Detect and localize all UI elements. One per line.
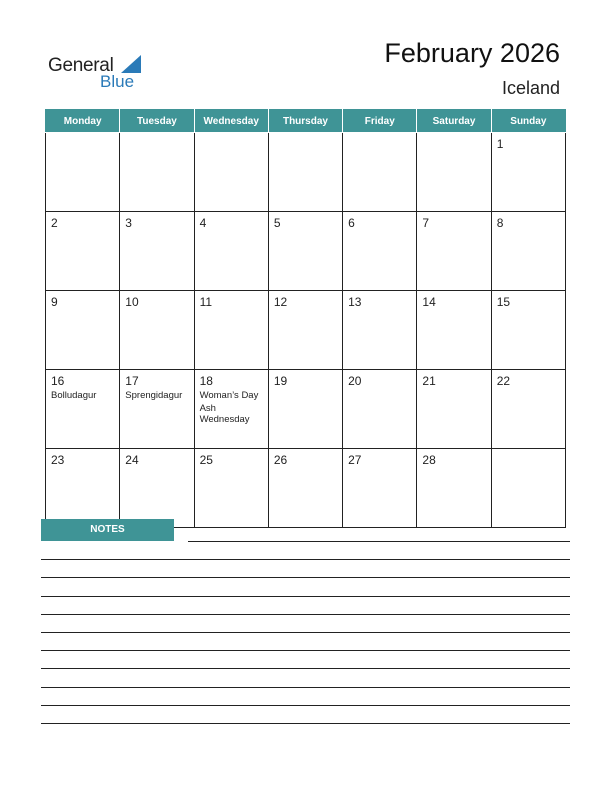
weekday-header-friday: Friday [343,110,417,133]
day-number: 12 [273,295,288,309]
day-cell [343,449,417,528]
day-cell [120,291,194,370]
day-number: 2 [51,216,58,230]
country-name: Iceland [501,78,560,98]
day-cell [343,212,417,291]
holiday-label: Bolludagur [51,390,97,401]
day-number: 10 [125,295,139,309]
day-number: 27 [348,453,362,467]
day-cell [268,133,342,212]
day-cell [194,212,268,291]
weekday-header-wednesday: Wednesday [194,110,268,133]
day-cell [46,212,120,291]
day-cell [46,370,120,449]
day-cell [343,291,417,370]
note-line [41,687,570,688]
weekday-header-sunday: Sunday [491,110,565,133]
notes-label: NOTES [41,519,174,541]
day-cell [194,370,268,449]
day-number: 15 [496,295,511,309]
day-cell [46,291,120,370]
weekday-header-thursday: Thursday [268,110,342,133]
holiday-label: Ash Wednesday [199,403,250,425]
logo [48,52,158,92]
note-line [41,596,570,597]
day-cell [417,449,491,528]
day-number: 22 [496,374,511,388]
day-number: 1 [496,137,504,151]
week-row [46,212,566,291]
calendar-body [46,133,566,528]
note-line [41,577,570,578]
note-line [41,632,570,633]
day-cell [343,370,417,449]
day-number: 3 [125,216,132,230]
logo-general-text: General [48,55,114,76]
day-cell [417,212,491,291]
holiday-label: Woman’s Day [199,390,259,401]
week-row [46,370,566,449]
day-cell [417,291,491,370]
week-row [46,449,566,528]
day-cell [194,291,268,370]
day-cell [417,133,491,212]
day-cell [417,370,491,449]
day-number: 20 [348,374,362,388]
day-number: 19 [273,374,288,388]
day-cell [343,133,417,212]
week-row [46,291,566,370]
weekday-header-saturday: Saturday [417,110,491,133]
day-cell [491,370,565,449]
note-line [41,650,570,651]
day-cell [491,449,565,528]
day-cell [120,370,194,449]
note-line [188,541,570,542]
day-cell [46,133,120,212]
calendar-grid [45,109,566,528]
day-cell [46,449,120,528]
day-cell [491,291,565,370]
day-number: 7 [422,216,430,230]
day-cell [194,133,268,212]
note-line [41,668,570,669]
day-number: 24 [125,453,139,467]
day-number: 11 [199,295,213,309]
day-cell [491,212,565,291]
day-number: 8 [496,216,504,230]
day-number: 17 [125,374,139,388]
day-cell [268,212,342,291]
day-number: 4 [199,216,207,230]
day-number: 28 [422,453,436,467]
note-line [41,614,570,615]
note-line [41,723,570,724]
logo-triangle-icon [121,55,141,73]
week-row [46,133,566,212]
day-number: 5 [273,216,281,230]
day-number: 9 [51,295,58,309]
page-title: February 2026 [384,38,560,68]
day-number: 6 [348,216,355,230]
day-number: 14 [422,295,436,309]
weekday-header-monday: Monday [46,110,120,133]
day-cell [194,449,268,528]
note-line [41,559,570,560]
day-number: 21 [422,374,436,388]
day-number: 13 [348,295,362,309]
weekday-header-row [46,110,566,133]
day-number: 25 [199,453,213,467]
day-number: 23 [51,453,65,467]
day-number: 26 [273,453,288,467]
day-cell [268,370,342,449]
day-number: 18 [199,374,213,388]
day-cell [120,212,194,291]
day-cell [120,449,194,528]
day-cell [268,291,342,370]
day-number: 16 [51,374,65,388]
note-line [41,705,570,706]
holiday-label: Sprengidagur [125,390,183,401]
day-cell [120,133,194,212]
weekday-header-tuesday: Tuesday [120,110,194,133]
logo-blue-text: Blue [100,72,135,91]
day-cell [268,449,342,528]
day-cell [491,133,565,212]
